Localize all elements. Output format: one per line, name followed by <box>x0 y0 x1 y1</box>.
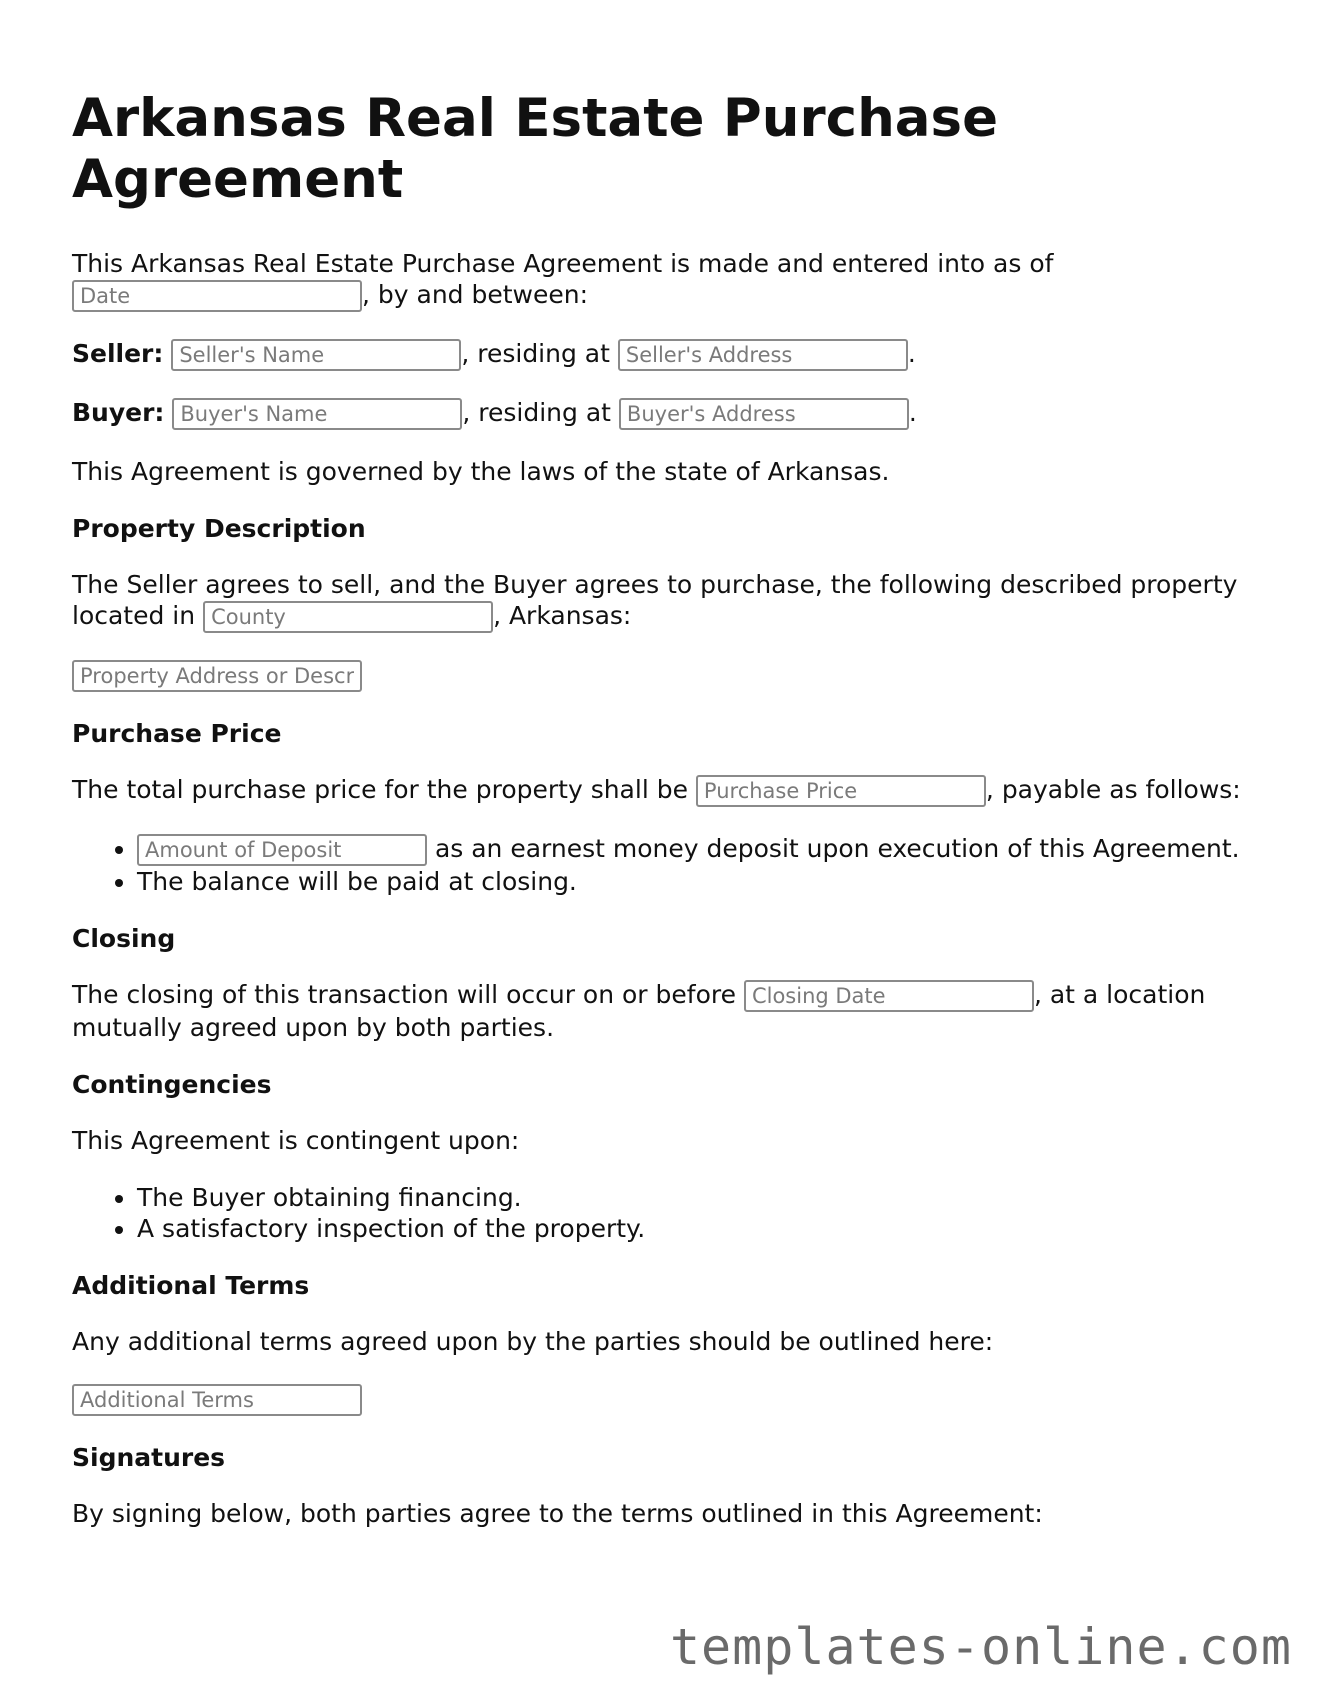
intro-paragraph <box>72 248 1252 312</box>
date-field[interactable] <box>72 280 362 312</box>
purchase-price-field[interactable] <box>696 775 986 807</box>
watermark: templates-online.com <box>669 1618 1292 1676</box>
closing-text: The closing of this transaction will occur on or before <box>72 980 736 1009</box>
intro-text: This Arkansas Real Estate Purchase Agreement is made and entered into as of <box>72 249 1054 278</box>
price-paragraph <box>72 774 1252 807</box>
list-item: • The balance will be paid at closing. <box>137 866 1252 897</box>
closing-paragraph <box>72 979 1252 1043</box>
deposit-text: as an earnest money deposit upon execution of this Agreement. <box>427 834 1240 863</box>
list-item: • A satisfactory inspection of the property. <box>137 1213 1252 1244</box>
document-page <box>72 88 1252 1555</box>
deposit-field[interactable] <box>137 834 427 866</box>
additional-terms-heading: Additional Terms <box>72 1271 310 1300</box>
intro-text-after: , by and between: <box>362 280 589 309</box>
additional-terms-text: Any additional terms agreed upon by the parties should be outlined here: <box>72 1327 994 1356</box>
price-text-after: , payable as follows: <box>985 775 1241 804</box>
property-text-after: , Arkansas: <box>493 601 632 630</box>
closing-heading: Closing <box>72 924 176 953</box>
additional-terms-field[interactable] <box>72 1384 362 1416</box>
buyer-address-field[interactable] <box>619 398 909 430</box>
property-heading: Property Description <box>72 514 366 543</box>
seller-line <box>72 338 1252 371</box>
seller-label: Seller: <box>72 339 164 368</box>
seller-end: . <box>907 339 916 368</box>
contingencies-intro: This Agreement is contingent upon: <box>72 1126 520 1155</box>
signatures-heading: Signatures <box>72 1443 226 1472</box>
buyer-end: . <box>908 398 917 427</box>
governing-law-text: This Agreement is governed by the laws of the state of Arkansas. <box>72 457 890 486</box>
additional-terms-row <box>72 1383 1252 1416</box>
contingencies-list <box>72 1182 1252 1244</box>
list-item: • The Buyer obtaining financing. <box>137 1182 1252 1213</box>
county-field[interactable] <box>203 601 493 633</box>
property-text: The Seller agrees to sell, and the Buyer agrees to purchase, the following described property located in <box>72 570 1238 630</box>
property-paragraph <box>72 569 1252 633</box>
closing-text-after: , at a location mutually agreed upon by both parties. <box>72 980 1206 1042</box>
list-item <box>137 833 1252 866</box>
buyer-line <box>72 397 1252 430</box>
buyer-residing-text: , residing at <box>462 398 611 427</box>
property-address-field[interactable] <box>72 660 362 692</box>
page-title: Arkansas Real Estate Purchase Agreement <box>72 88 999 210</box>
buyer-label: Buyer: <box>72 398 165 427</box>
price-text: The total purchase price for the property shall be <box>72 775 688 804</box>
seller-residing-text: , residing at <box>461 339 610 368</box>
seller-address-field[interactable] <box>618 339 908 371</box>
property-address-row <box>72 659 1252 692</box>
contingencies-heading: Contingencies <box>72 1070 272 1099</box>
payment-list <box>72 833 1252 897</box>
signatures-text: By signing below, both parties agree to the terms outlined in this Agreement: <box>72 1499 1043 1528</box>
closing-date-field[interactable] <box>744 980 1034 1012</box>
seller-name-field[interactable] <box>171 339 461 371</box>
buyer-name-field[interactable] <box>172 398 462 430</box>
price-heading: Purchase Price <box>72 719 282 748</box>
